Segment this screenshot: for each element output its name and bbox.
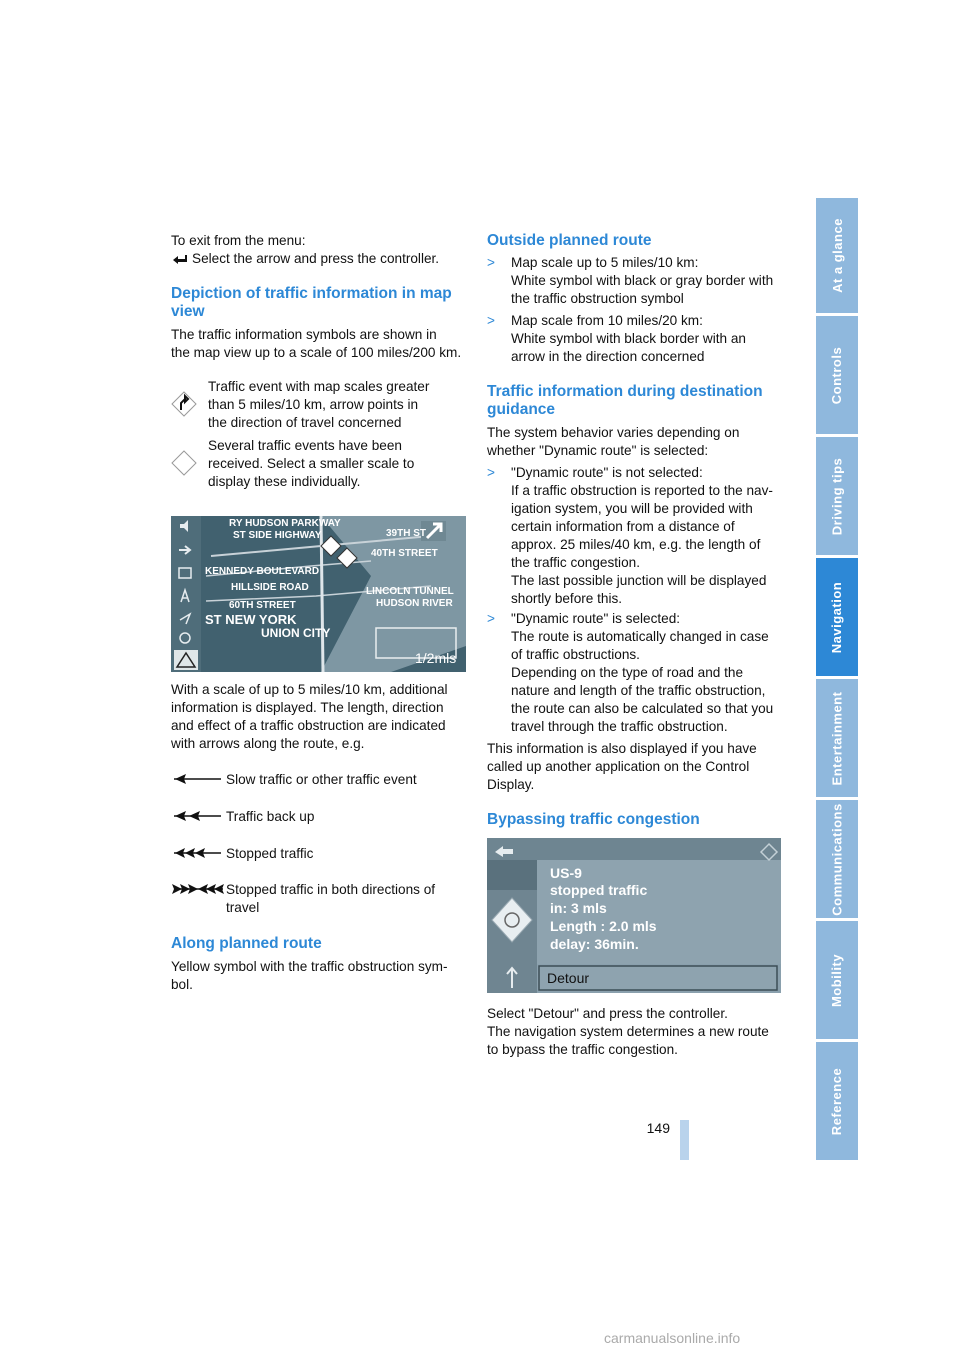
depiction-line-1: The traffic information symbols are shown in — [171, 327, 437, 342]
along-line-2: bol. — [171, 977, 193, 992]
screen-delay: delay: 36min. — [550, 936, 639, 952]
also-line-3: Display. — [487, 777, 535, 792]
map-label: LINCOLN TUNNEL — [366, 586, 454, 597]
tab-entertainment[interactable] — [816, 679, 858, 797]
map-label: HILLSIDE ROAD — [231, 582, 309, 593]
scale-line-3: and effect of a traffic obstruction are indicated — [171, 718, 446, 733]
also-line-2: called up another application on the Control — [487, 759, 750, 774]
along-line-1: Yellow symbol with the traffic obstruction sym- — [171, 959, 448, 974]
tab-mobility[interactable] — [816, 921, 858, 1039]
map-label: 39TH ST — [386, 528, 427, 539]
bullet-marker: > — [487, 611, 495, 626]
heading-depiction: Depiction of traffic information in map view — [171, 285, 452, 320]
page-number: 149 — [646, 1120, 670, 1136]
back-arrow-icon — [171, 253, 189, 265]
sym2-line-1: Several traffic events have been — [208, 438, 402, 453]
bullet-text: "Dynamic route" is selected: — [511, 611, 681, 626]
traffic-back-up-arrow-icon — [172, 809, 222, 823]
detour-line-1: Select "Detour" and press the controller. — [487, 1006, 728, 1021]
select-arrow-line — [171, 250, 439, 268]
tab-label: Navigation — [829, 581, 845, 653]
bullet-text: the traffic obstruction symbol — [511, 291, 684, 306]
bullet-text: "Dynamic route" is not selected: — [511, 465, 703, 480]
bullet-text: Map scale up to 5 miles/10 km: — [511, 255, 699, 270]
map-label: RY HUDSON PARKWAY — [229, 518, 341, 529]
traffic-map-screenshot — [171, 516, 466, 672]
sym1-line-3: the direction of travel concerned — [208, 415, 402, 430]
stopped-both-directions-arrow-icon — [172, 882, 224, 896]
bullet-text: shortly before this. — [511, 591, 623, 606]
map-label: UNION CITY — [261, 626, 331, 640]
bullet-text: travel through the traffic obstruction. — [511, 719, 728, 734]
bullet-text: The route is automatically changed in case — [511, 629, 769, 644]
bullet-text: approx. 25 miles/40 km, e.g. the length of — [511, 537, 761, 552]
bullet-text: igation system, you will be provided with — [511, 501, 753, 516]
legend-stopped-both-travel: travel — [226, 900, 260, 915]
page-number-bar — [680, 1120, 689, 1160]
heading-along-route: Along planned route — [171, 935, 322, 952]
legend-stopped: Stopped traffic — [226, 846, 314, 861]
tab-label: Reference — [829, 1067, 845, 1135]
bullet-text: nature and length of the traffic obstruction, — [511, 683, 766, 698]
exit-line: To exit from the menu: — [171, 233, 306, 248]
legend-slow: Slow traffic or other traffic event — [226, 772, 417, 787]
watermark: carmanualsonline.info — [604, 1330, 741, 1346]
bullet-text: Map scale from 10 miles/20 km: — [511, 313, 703, 328]
map-scale-label: 1/2mls — [415, 650, 457, 666]
scale-line-2: information is displayed. The length, direction — [171, 700, 444, 715]
tab-label: Controls — [829, 346, 845, 404]
also-line-1: This information is also displayed if you have — [487, 741, 757, 756]
tab-label: Entertainment — [829, 691, 845, 785]
tab-label: At a glance — [829, 218, 845, 293]
multiple-traffic-events-icon — [171, 450, 197, 476]
bullet-text: arrow in the direction concerned — [511, 349, 705, 364]
tab-driving-tips[interactable] — [816, 437, 858, 555]
bullet-text: The last possible junction will be displayed — [511, 573, 767, 588]
during-line-2: whether "Dynamic route" is selected: — [487, 443, 709, 458]
tab-label: Communications — [829, 802, 845, 916]
tab-navigation[interactable] — [816, 558, 858, 676]
tab-communications[interactable] — [816, 800, 858, 918]
heading-during-guidance: Traffic information during destination guidance — [487, 383, 763, 418]
legend-back-up: Traffic back up — [226, 809, 315, 824]
bullet-text: certain information from a distance of — [511, 519, 735, 534]
tab-label: Mobility — [829, 953, 845, 1007]
bullet-text: White symbol with black or gray border with — [511, 273, 774, 288]
bullet-marker: > — [487, 313, 495, 328]
bullet-text: the route can also be calculated so that you — [511, 701, 774, 716]
detour-button: Detour — [547, 970, 590, 986]
bullet-marker: > — [487, 255, 495, 270]
legend-stopped-both: Stopped traffic in both directions of — [226, 882, 436, 897]
map-label: KENNEDY BOULEVARD — [205, 566, 320, 577]
detour-line-3: to bypass the traffic congestion. — [487, 1042, 678, 1057]
bullet-text: Depending on the type of road and the — [511, 665, 744, 680]
tab-at-a-glance[interactable] — [816, 198, 858, 313]
map-label: HUDSON RIVER — [376, 598, 453, 609]
tab-label: Driving tips — [829, 457, 845, 535]
slow-traffic-arrow-icon — [172, 772, 222, 786]
scale-line-4: with arrows along the route, e.g. — [171, 736, 365, 751]
screen-distance: in: 3 mls — [550, 900, 607, 916]
sym2-line-2: received. Select a smaller scale to — [208, 456, 415, 471]
single-traffic-event-icon — [171, 391, 197, 417]
screen-road: US-9 — [550, 865, 582, 881]
select-arrow-text: Select the arrow and press the controller. — [192, 251, 440, 266]
bullet-text: the traffic congestion. — [511, 555, 640, 570]
sym2-line-3: display these individually. — [208, 474, 361, 489]
depiction-line-2: the map view up to a scale of 100 miles/200 km. — [171, 345, 462, 360]
bullet-text: of traffic obstructions. — [511, 647, 640, 662]
heading-bypass: Bypassing traffic congestion — [487, 811, 700, 828]
heading-outside-route: Outside planned route — [487, 232, 652, 249]
sym1-line-1: Traffic event with map scales greater — [208, 379, 430, 394]
bullet-text: If a traffic obstruction is reported to the nav- — [511, 483, 773, 498]
bullet-text: White symbol with black border with an — [511, 331, 746, 346]
map-label: ST SIDE HIGHWAY — [233, 530, 322, 541]
detour-screen-screenshot — [487, 838, 781, 993]
stopped-traffic-arrow-icon — [172, 846, 222, 860]
tab-reference[interactable] — [816, 1042, 858, 1160]
map-label: 40TH STREET — [371, 548, 438, 559]
map-menu-icons — [171, 516, 201, 672]
during-line-1: The system behavior varies depending on — [487, 425, 740, 440]
tab-controls[interactable] — [816, 316, 858, 434]
bullet-marker: > — [487, 465, 495, 480]
detour-line-2: The navigation system determines a new route — [487, 1024, 769, 1039]
screen-length: Length : 2.0 mls — [550, 918, 657, 934]
map-label: ST NEW YORK — [205, 612, 297, 627]
scale-line-1: With a scale of up to 5 miles/10 km, additional — [171, 682, 448, 697]
screen-status: stopped traffic — [550, 882, 648, 898]
map-label: 60TH STREET — [229, 600, 296, 611]
sym1-line-2: than 5 miles/10 km, arrow points in — [208, 397, 419, 412]
